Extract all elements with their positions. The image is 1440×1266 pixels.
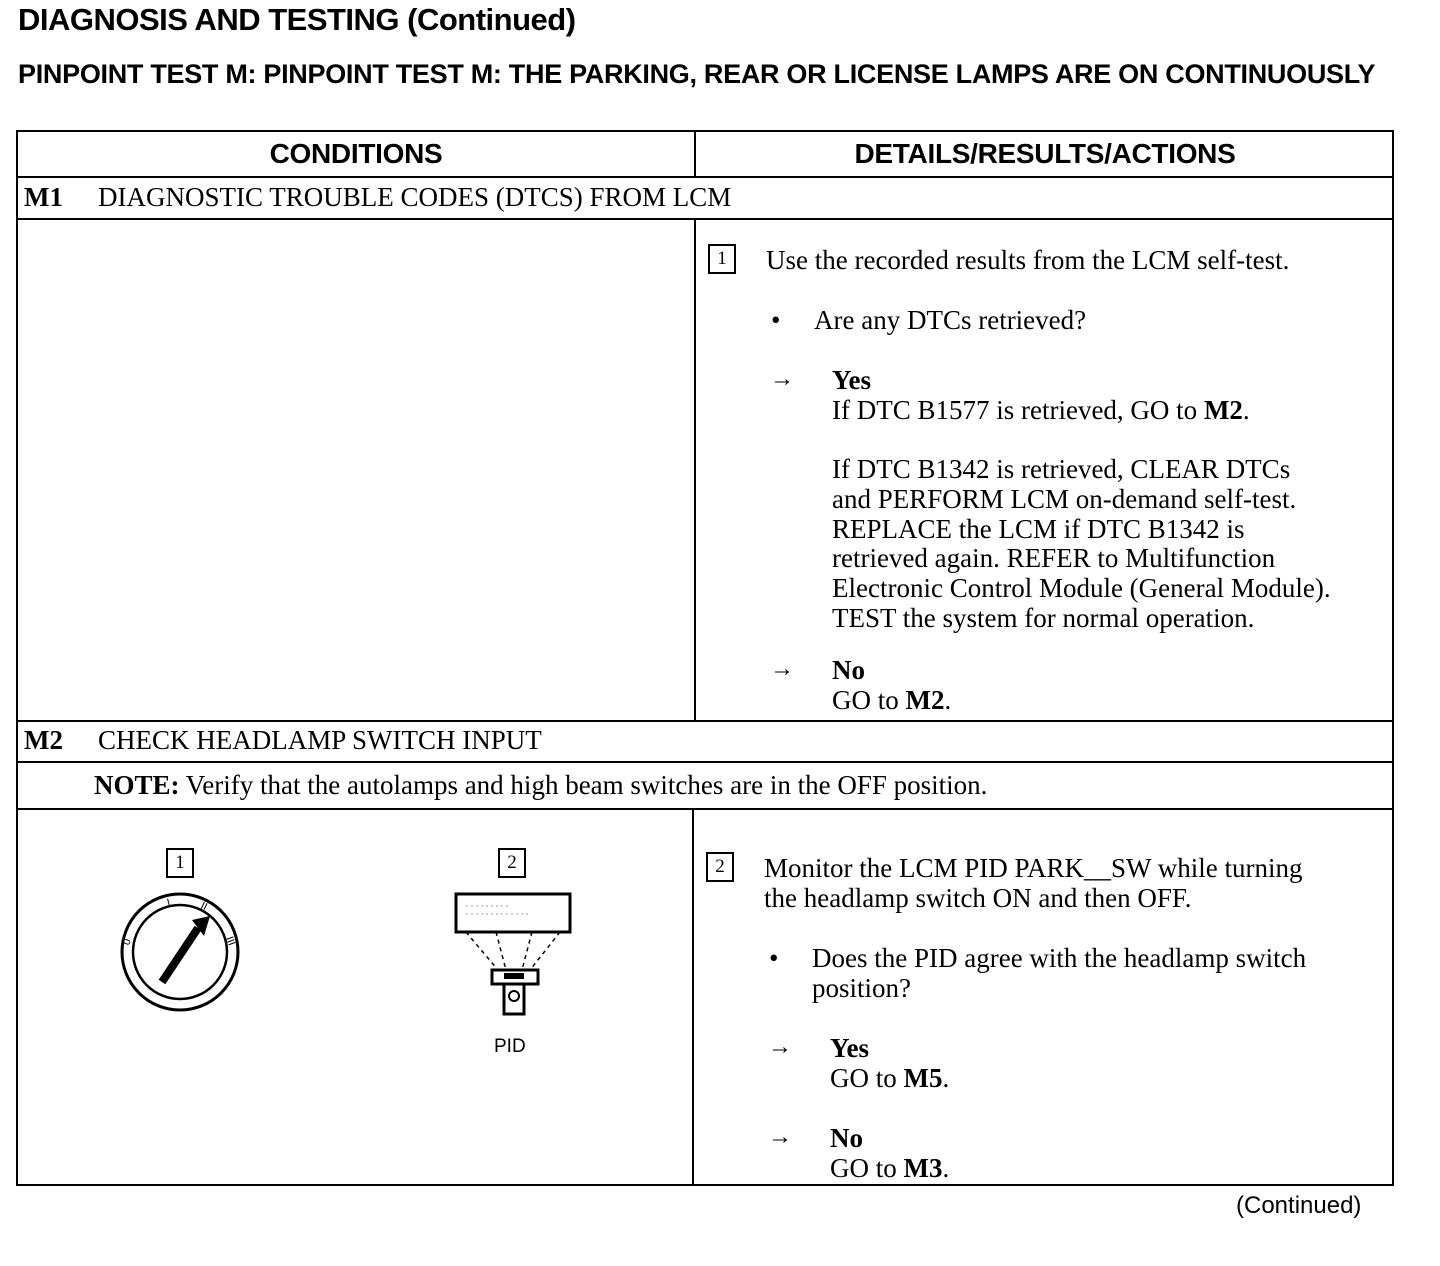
instruction-line: Monitor the LCM PID PARK__SW while turning: [764, 853, 1303, 883]
yes-label: Yes: [830, 1033, 869, 1063]
svg-text:I: I: [165, 897, 172, 909]
instruction-line: the headlamp switch ON and then OFF.: [764, 883, 1192, 913]
svg-text:0: 0: [121, 937, 134, 948]
paragraph-line: retrieved again. REFER to Multifunction: [832, 543, 1276, 574]
column-divider: [692, 808, 694, 1186]
arrow-right-icon: →: [770, 366, 794, 392]
details-header: DETAILS/RESULTS/ACTIONS: [854, 138, 1236, 169]
step-title: CHECK HEADLAMP SWITCH INPUT: [98, 725, 542, 755]
conditions-header: CONDITIONS: [269, 138, 443, 169]
svg-text:II: II: [198, 900, 209, 914]
figure-number-box: 1: [166, 848, 194, 878]
step-id: M2: [24, 725, 63, 755]
paragraph-line: and PERFORM LCM on-demand self-test.: [832, 483, 1297, 514]
step-number-box: 2: [706, 852, 734, 882]
table-divider: [18, 720, 1392, 722]
note-text: Verify that the autolamps and high beam switches are in the OFF position.: [179, 770, 988, 800]
note-label: NOTE:: [94, 770, 180, 800]
table-divider: [18, 218, 1392, 220]
ignition-switch-icon: [118, 890, 246, 1018]
step-number-box: 1: [708, 244, 736, 274]
bullet-icon: •: [771, 305, 781, 335]
no-label: No: [830, 1123, 863, 1153]
step-instruction: Use the recorded results from the LCM self-test.: [766, 245, 1290, 275]
table-divider: [18, 176, 1392, 178]
paragraph-line: TEST the system for normal operation.: [832, 602, 1255, 633]
step-m2-heading: [24, 725, 542, 756]
no-text: GO to M3.: [830, 1153, 950, 1183]
paragraph-line: Electronic Control Module (General Module).: [832, 573, 1331, 604]
step-title: DIAGNOSTIC TROUBLE CODES (DTCS) FROM LCM: [98, 182, 732, 212]
yes-result: [830, 1033, 949, 1093]
table-divider: [18, 808, 1392, 810]
figure-number-box: 2: [498, 848, 526, 878]
scan-tool-icon: [450, 890, 580, 1020]
note: [94, 770, 987, 801]
yes-result: [832, 365, 1250, 425]
page-title: DIAGNOSIS AND TESTING (Continued): [18, 2, 576, 37]
yes-text: GO to M5.: [830, 1063, 950, 1093]
yes-label: Yes: [832, 365, 871, 395]
no-result: [830, 1123, 949, 1183]
arrow-right-icon: →: [770, 656, 794, 682]
no-text: GO to M2.: [832, 685, 952, 715]
step-id: M1: [24, 182, 63, 212]
yes-detail-paragraph: [832, 455, 1331, 634]
paragraph-line: If DTC B1342 is retrieved, CLEAR DTCs: [832, 454, 1291, 484]
bullet-icon: •: [769, 943, 779, 973]
arrow-right-icon: →: [768, 1124, 792, 1150]
pid-label: PID: [494, 1036, 526, 1057]
step-question: Are any DTCs retrieved?: [814, 305, 1087, 335]
column-divider: [694, 218, 696, 720]
continued-label: (Continued): [1236, 1192, 1362, 1219]
table-divider: [18, 761, 1392, 763]
question-line: Does the PID agree with the headlamp switch: [812, 943, 1307, 973]
step-instruction: [764, 853, 1303, 913]
question-line: position?: [812, 973, 911, 1003]
step-question: [812, 943, 1306, 1003]
pinpoint-test-title: PINPOINT TEST M: PINPOINT TEST M: THE PARKING, REAR OR LICENSE LAMPS ARE ON CONTINUOUSLY: [18, 59, 1376, 89]
svg-text:III: III: [223, 935, 237, 948]
yes-text: If DTC B1577 is retrieved, GO to M2.: [832, 395, 1250, 425]
pinpoint-table: [16, 130, 1394, 1186]
no-label: No: [832, 655, 865, 685]
arrow-right-icon: →: [768, 1034, 792, 1060]
paragraph-line: REPLACE the LCM if DTC B1342 is: [832, 513, 1245, 544]
no-result: [832, 655, 951, 715]
step-m1-heading: [24, 182, 731, 213]
